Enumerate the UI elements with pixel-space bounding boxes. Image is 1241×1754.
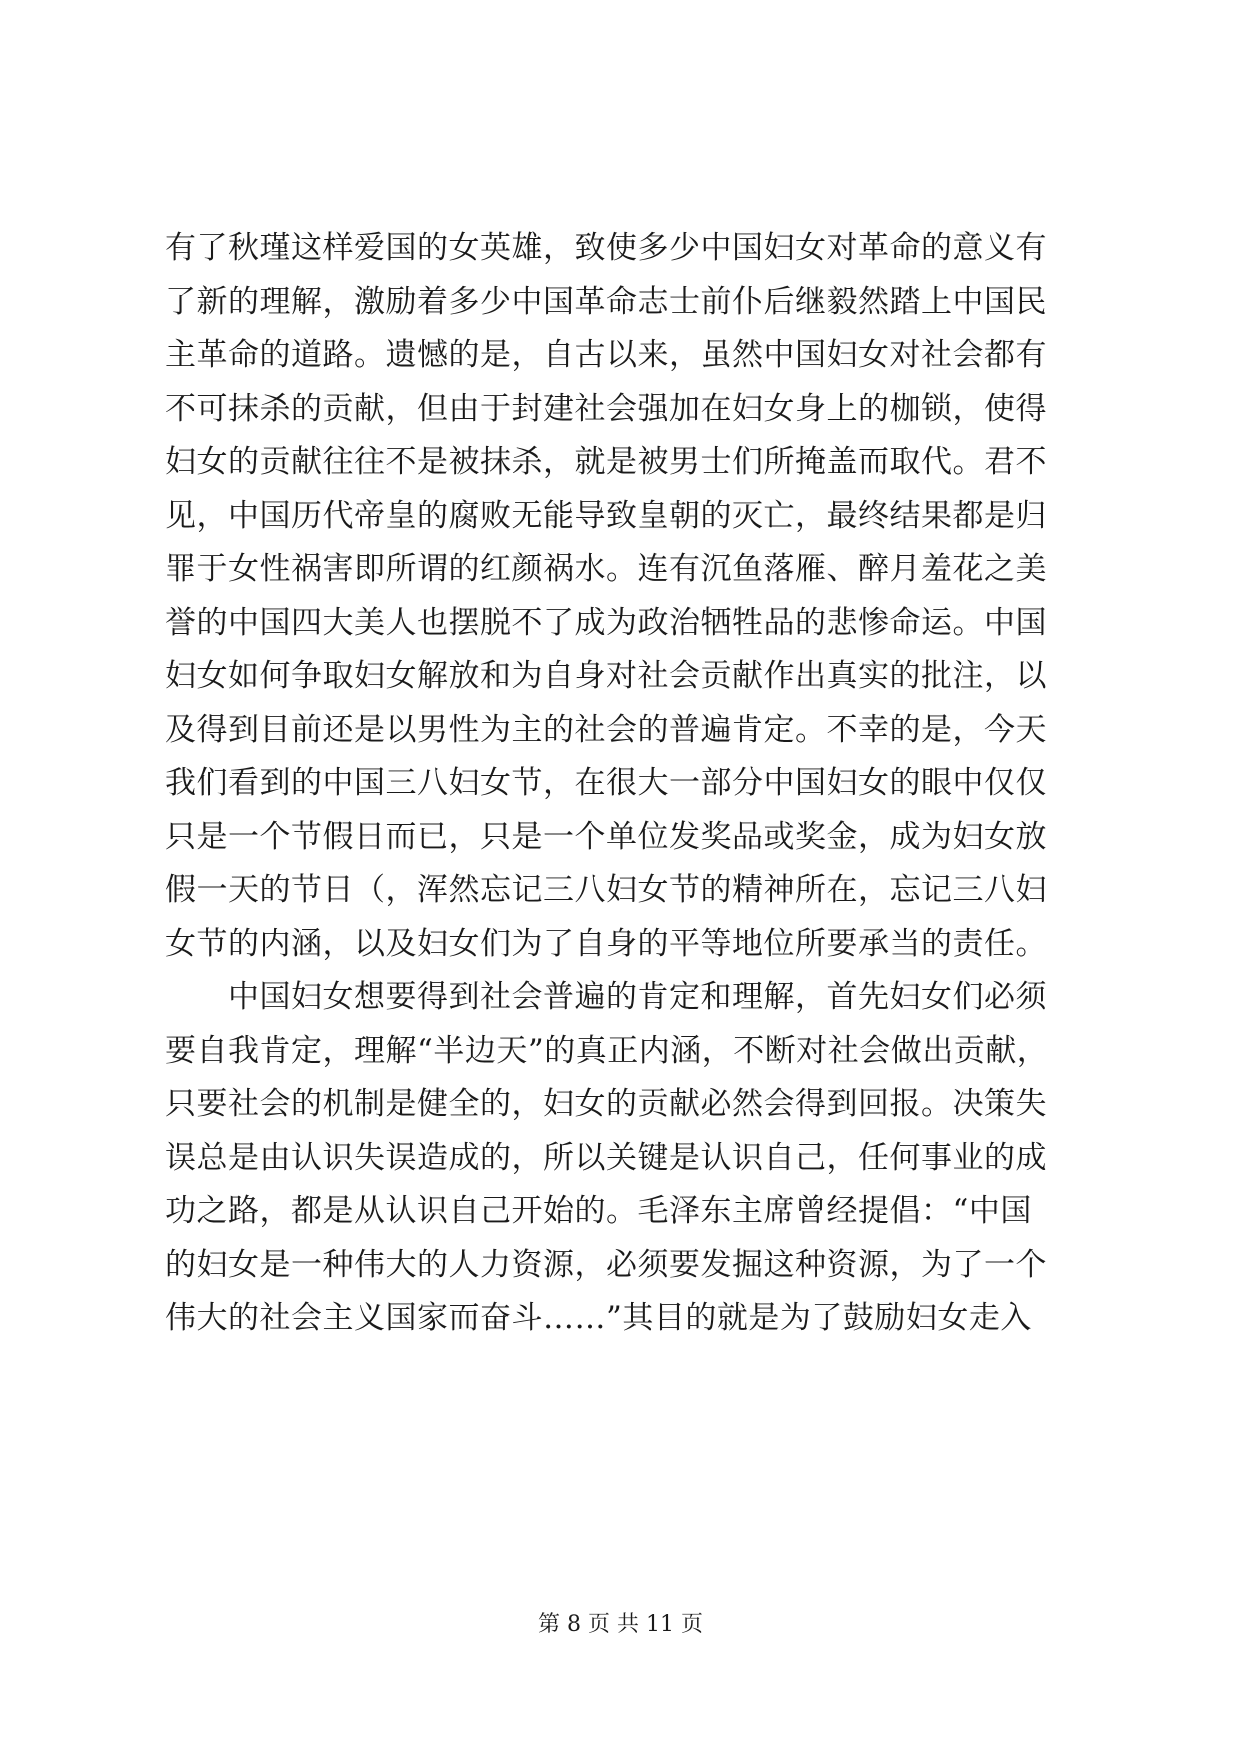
text-line: 见，中国历代帝皇的腐败无能导致皇朝的灭亡，最终结果都是归 (165, 497, 1047, 534)
page-number-footer: 第 8 页 共 11 页 (538, 1612, 703, 1637)
text-line: 我们看到的中国三八妇女节，在很大一部分中国妇女的眼中仅仅 (165, 765, 1047, 801)
text-line: 及得到目前还是以男性为主的社会的普遍肯定。不幸的是，今天 (165, 711, 1047, 748)
text-line: 只要社会的机制是健全的，妇女的贡献必然会得到回报。决策失 (165, 1086, 1047, 1122)
text-line: 中国妇女想要得到社会普遍的肯定和理解，首先妇女们必须 (165, 979, 1047, 1015)
text-line: 了新的理解，激励着多少中国革命志士前仆后继毅然踏上中国民 (165, 283, 1047, 320)
text-line: 的妇女是一种伟大的人力资源，必须要发掘这种资源，为了一个 (165, 1246, 1047, 1283)
text-line: 功之路，都是从认识自己开始的。毛泽东主席曾经提倡：“中国 (165, 1193, 1032, 1229)
text-line: 主革命的道路。遗憾的是，自古以来，虽然中国妇女对社会都有 (165, 337, 1047, 373)
text-line: 要自我肯定，理解“半边天”的真正内涵，不断对社会做出贡献， (165, 1032, 1049, 1069)
text-line: 伟大的社会主义国家而奋斗……”其目的就是为了鼓励妇女走入 (165, 1300, 1032, 1336)
text-line: 罪于女性祸害即所谓的红颜祸水。连有沉鱼落雁、醉月羞花之美 (165, 551, 1047, 587)
text-line: 不可抹杀的贡献，但由于封建社会强加在妇女身上的枷锁，使得 (165, 390, 1047, 427)
text-line: 妇女的贡献往往不是被抹杀，就是被男士们所掩盖而取代。君不 (165, 444, 1047, 480)
text-line: 假一天的节日（，浑然忘记三八妇女节的精神所在，忘记三八妇 (165, 872, 1047, 908)
text-line: 妇女如何争取妇女解放和为自身对社会贡献作出真实的批注，以 (165, 658, 1047, 694)
text-line: 误总是由认识失误造成的，所以关键是认识自己，任何事业的成 (165, 1139, 1047, 1176)
text-line: 女节的内涵，以及妇女们为了自身的平等地位所要承当的责任。 (165, 925, 1047, 962)
text-line: 有了秋瑾这样爱国的女英雄，致使多少中国妇女对革命的意义有 (165, 230, 1047, 266)
text-line: 只是一个节假日而已，只是一个单位发奖品或奖金，成为妇女放 (165, 818, 1047, 855)
text-line: 誉的中国四大美人也摆脱不了成为政治牺牲品的悲惨命运。中国 (165, 604, 1047, 641)
